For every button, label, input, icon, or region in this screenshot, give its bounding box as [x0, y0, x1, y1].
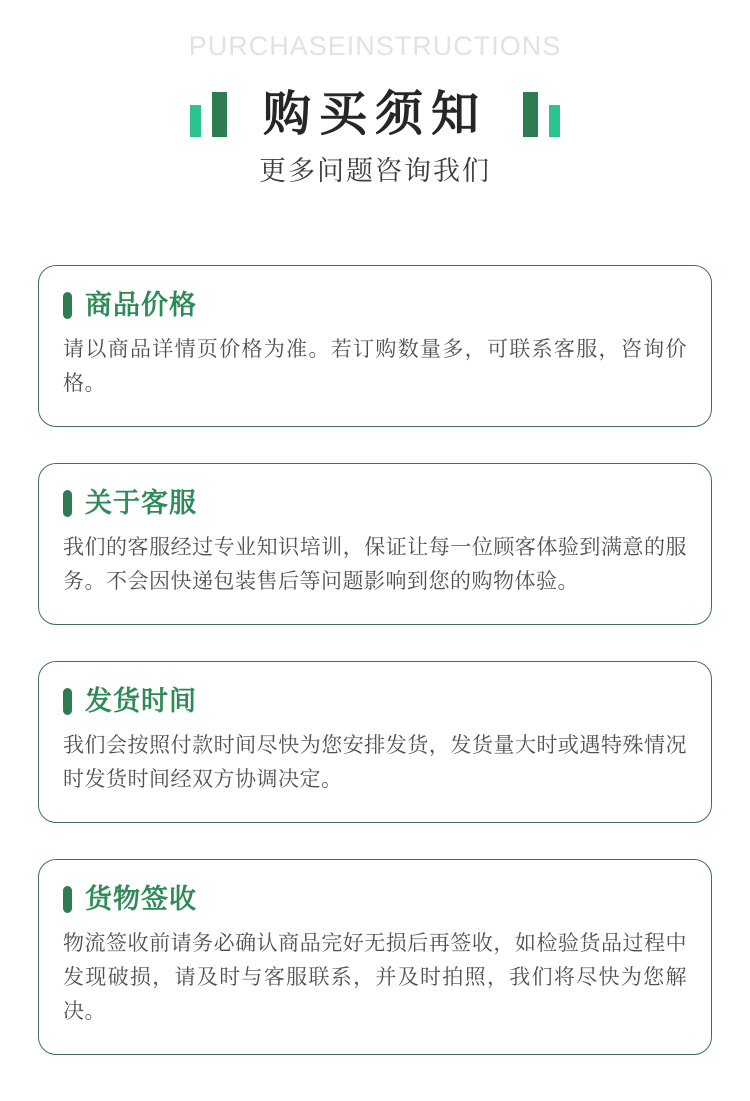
card-body-text: 请以商品详情页价格为准。若订购数量多，可联系客服，咨询价格。	[63, 338, 687, 395]
card-heading-row	[63, 883, 687, 915]
title-right-decoration	[523, 92, 560, 140]
card-heading-row	[63, 289, 687, 321]
notice-card	[38, 859, 712, 1055]
card-heading-row	[63, 685, 687, 717]
right-short-bar-icon	[549, 105, 560, 137]
notice-card	[38, 463, 712, 625]
heading-pill-icon	[63, 292, 72, 319]
right-tall-bar-icon	[523, 92, 538, 137]
heading-pill-icon	[63, 688, 72, 715]
card-heading-row	[63, 487, 687, 519]
card-body-text: 我们的客服经过专业知识培训，保证让每一位顾客体验到满意的服务。不会因快递包装售后等问题影响到您的购物体验。	[63, 536, 687, 593]
heading-pill-icon	[63, 886, 72, 913]
left-short-bar-icon	[190, 105, 201, 137]
card-heading: 货物签收	[85, 884, 197, 914]
notice-card-list	[38, 265, 712, 1055]
heading-pill-icon	[63, 490, 72, 517]
card-heading: 发货时间	[85, 686, 197, 716]
notice-card	[38, 265, 712, 427]
notice-card	[38, 661, 712, 823]
title-row	[0, 84, 750, 140]
card-body-text: 物流签收前请务必确认商品完好无损后再签收，如检验货品过程中发现破损，请及时与客服联系，并及时拍照，我们将尽快为您解决。	[63, 932, 687, 1023]
page-subtitle: 更多问题咨询我们	[259, 156, 491, 186]
card-body-text: 我们会按照付款时间尽快为您安排发货，发货量大时或遇特殊情况时发货时间经双方协调决定。	[63, 734, 687, 791]
watermark-text: PURCHASEINSTRUCTIONS	[188, 31, 562, 61]
title-left-decoration	[190, 92, 227, 140]
left-tall-bar-icon	[212, 92, 227, 137]
page-title: 购买须知	[262, 87, 487, 141]
card-heading: 关于客服	[85, 488, 197, 518]
card-heading: 商品价格	[85, 290, 197, 320]
